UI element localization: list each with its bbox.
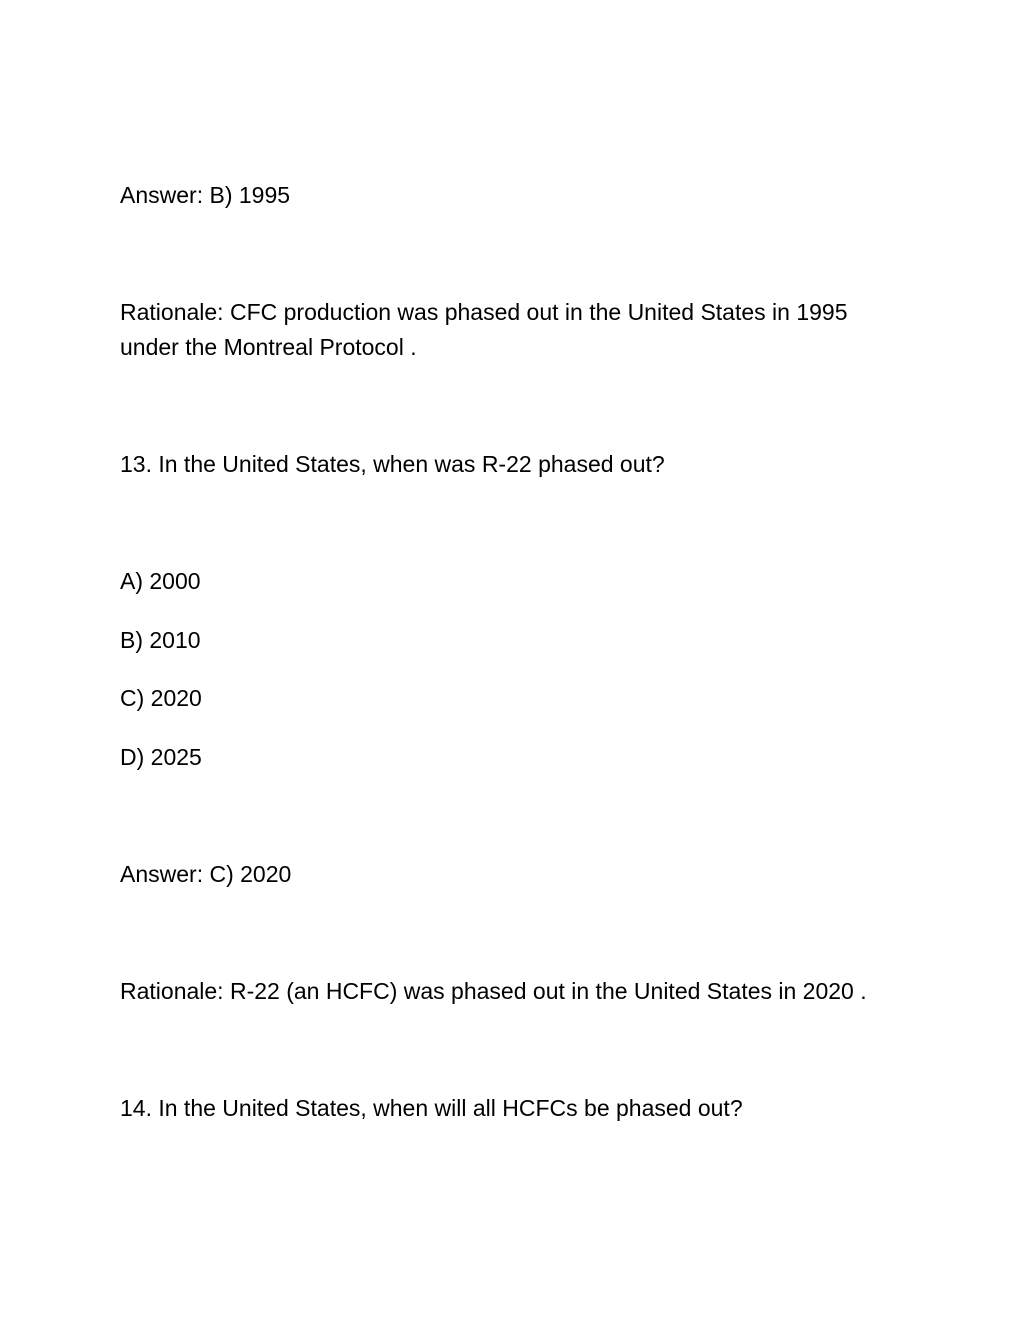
answer-text: Answer: C) 2020 bbox=[120, 861, 292, 887]
rationale-text-line1: Rationale: CFC production was phased out in the United States in 1995 bbox=[120, 299, 848, 325]
question-14: 14. In the United States, when will all HCFCs be phased out? bbox=[120, 1095, 743, 1121]
option-c: C) 2020 bbox=[120, 685, 202, 711]
answer-text: Answer: B) 1995 bbox=[120, 182, 291, 208]
rationale-text: Rationale: R-22 (an HCFC) was phased out in the United States in 2020 . bbox=[120, 978, 867, 1004]
option-d: D) 2025 bbox=[120, 744, 202, 770]
option-a: A) 2000 bbox=[120, 568, 201, 594]
option-b: B) 2010 bbox=[120, 627, 201, 653]
rationale-text-line2: under the Montreal Protocol . bbox=[120, 334, 417, 360]
question-13: 13. In the United States, when was R-22 phased out? bbox=[120, 451, 665, 477]
